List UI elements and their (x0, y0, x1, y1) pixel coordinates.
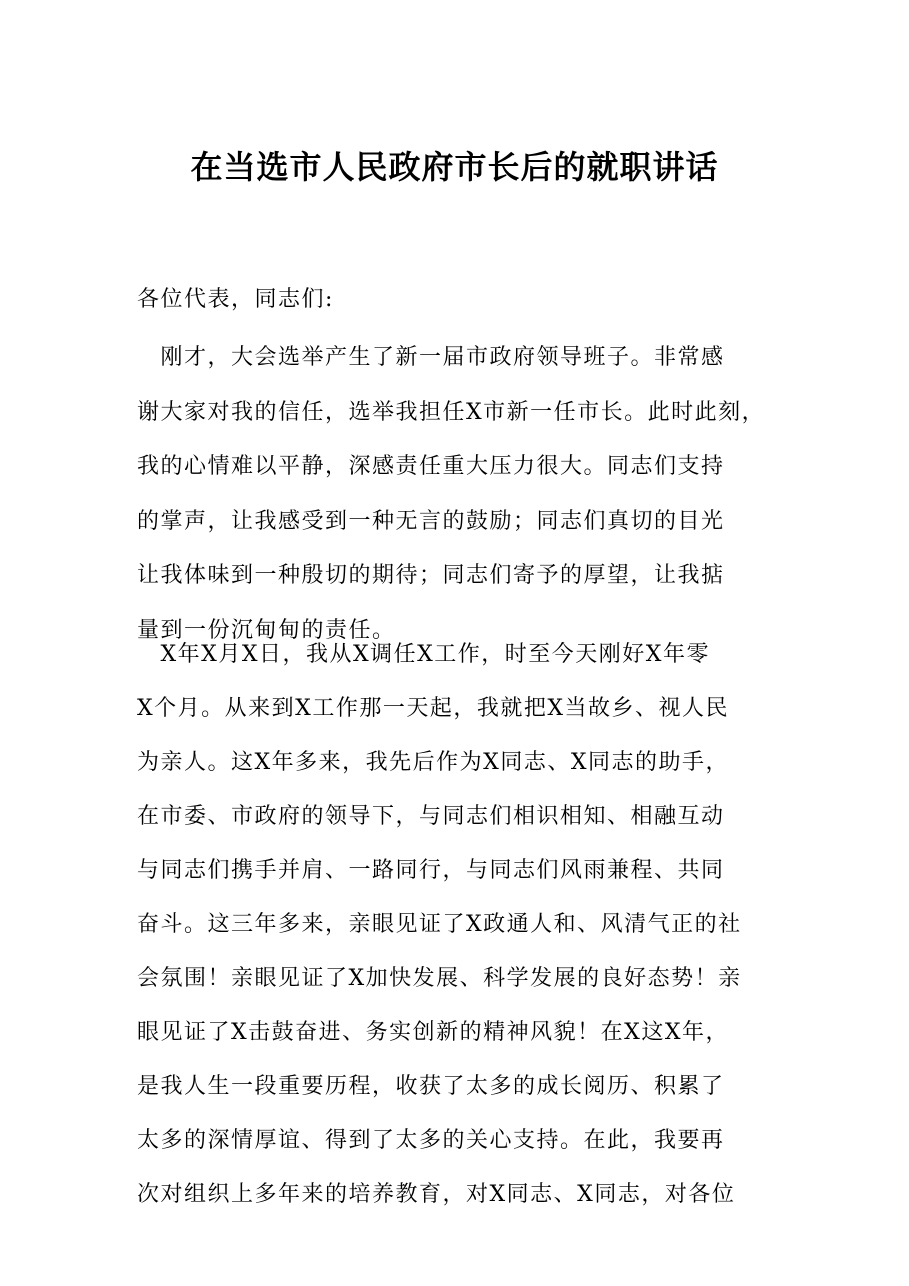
paragraph-line: 奋斗。这三年多来，亲眼见证了X政通人和、风清气正的社 (137, 912, 742, 937)
paragraph-1 (137, 340, 777, 667)
paragraph-line: 在市委、市政府的领导下，与同志们相识相知、相融互动 (137, 804, 725, 829)
paragraph-line: 刚才，大会选举产生了新一届市政府领导班子。非常感 (137, 345, 725, 370)
paragraph-line: 是我人生一段重要历程，收获了太多的成长阅历、积累了 (137, 1074, 725, 1099)
salutation: 各位代表，同志们: (137, 287, 334, 312)
paragraph-line: 让我体味到一种殷切的期待；同志们寄予的厚望，让我掂 (137, 563, 725, 588)
document-title: 在当选市人民政府市长后的就职讲话 (190, 148, 719, 186)
paragraph-line: X个月。从来到X工作那一天起，我就把X当故乡、视人民 (137, 696, 729, 721)
paragraph-line: 谢大家对我的信任，选举我担任X市新一任市长。此时此刻， (137, 399, 766, 425)
paragraph-line: 与同志们携手并肩、一路同行，与同志们风雨兼程、共同 (137, 858, 725, 883)
paragraph-line: 次对组织上多年来的培养教育，对X同志、X同志，对各位 (137, 1182, 736, 1207)
paragraph-line: 的掌声，让我感受到一种无言的鼓励；同志们真切的目光 (137, 508, 725, 534)
paragraph-line: 太多的深情厚谊、得到了太多的关心支持。在此，我要再 (137, 1128, 725, 1153)
paragraph-line: X年X月X日，我从X调任X工作，时至今天刚好X年零 (137, 642, 710, 667)
paragraph-line: 为亲人。这X年多来，我先后作为X同志、X同志的助手， (137, 750, 729, 775)
paragraph-line: 我的心情难以平静，深感责任重大压力很大。同志们支持 (137, 454, 725, 479)
paragraph-line: 会氛围！亲眼见证了X加快发展、科学发展的良好态势！亲 (137, 966, 742, 991)
paragraph-line: 眼见证了X击鼓奋进、务实创新的精神风貌！在X这X年， (137, 1020, 729, 1045)
paragraph-line: 量到一份沉甸甸的责任。 (137, 617, 396, 643)
paragraph-2 (137, 637, 777, 1231)
